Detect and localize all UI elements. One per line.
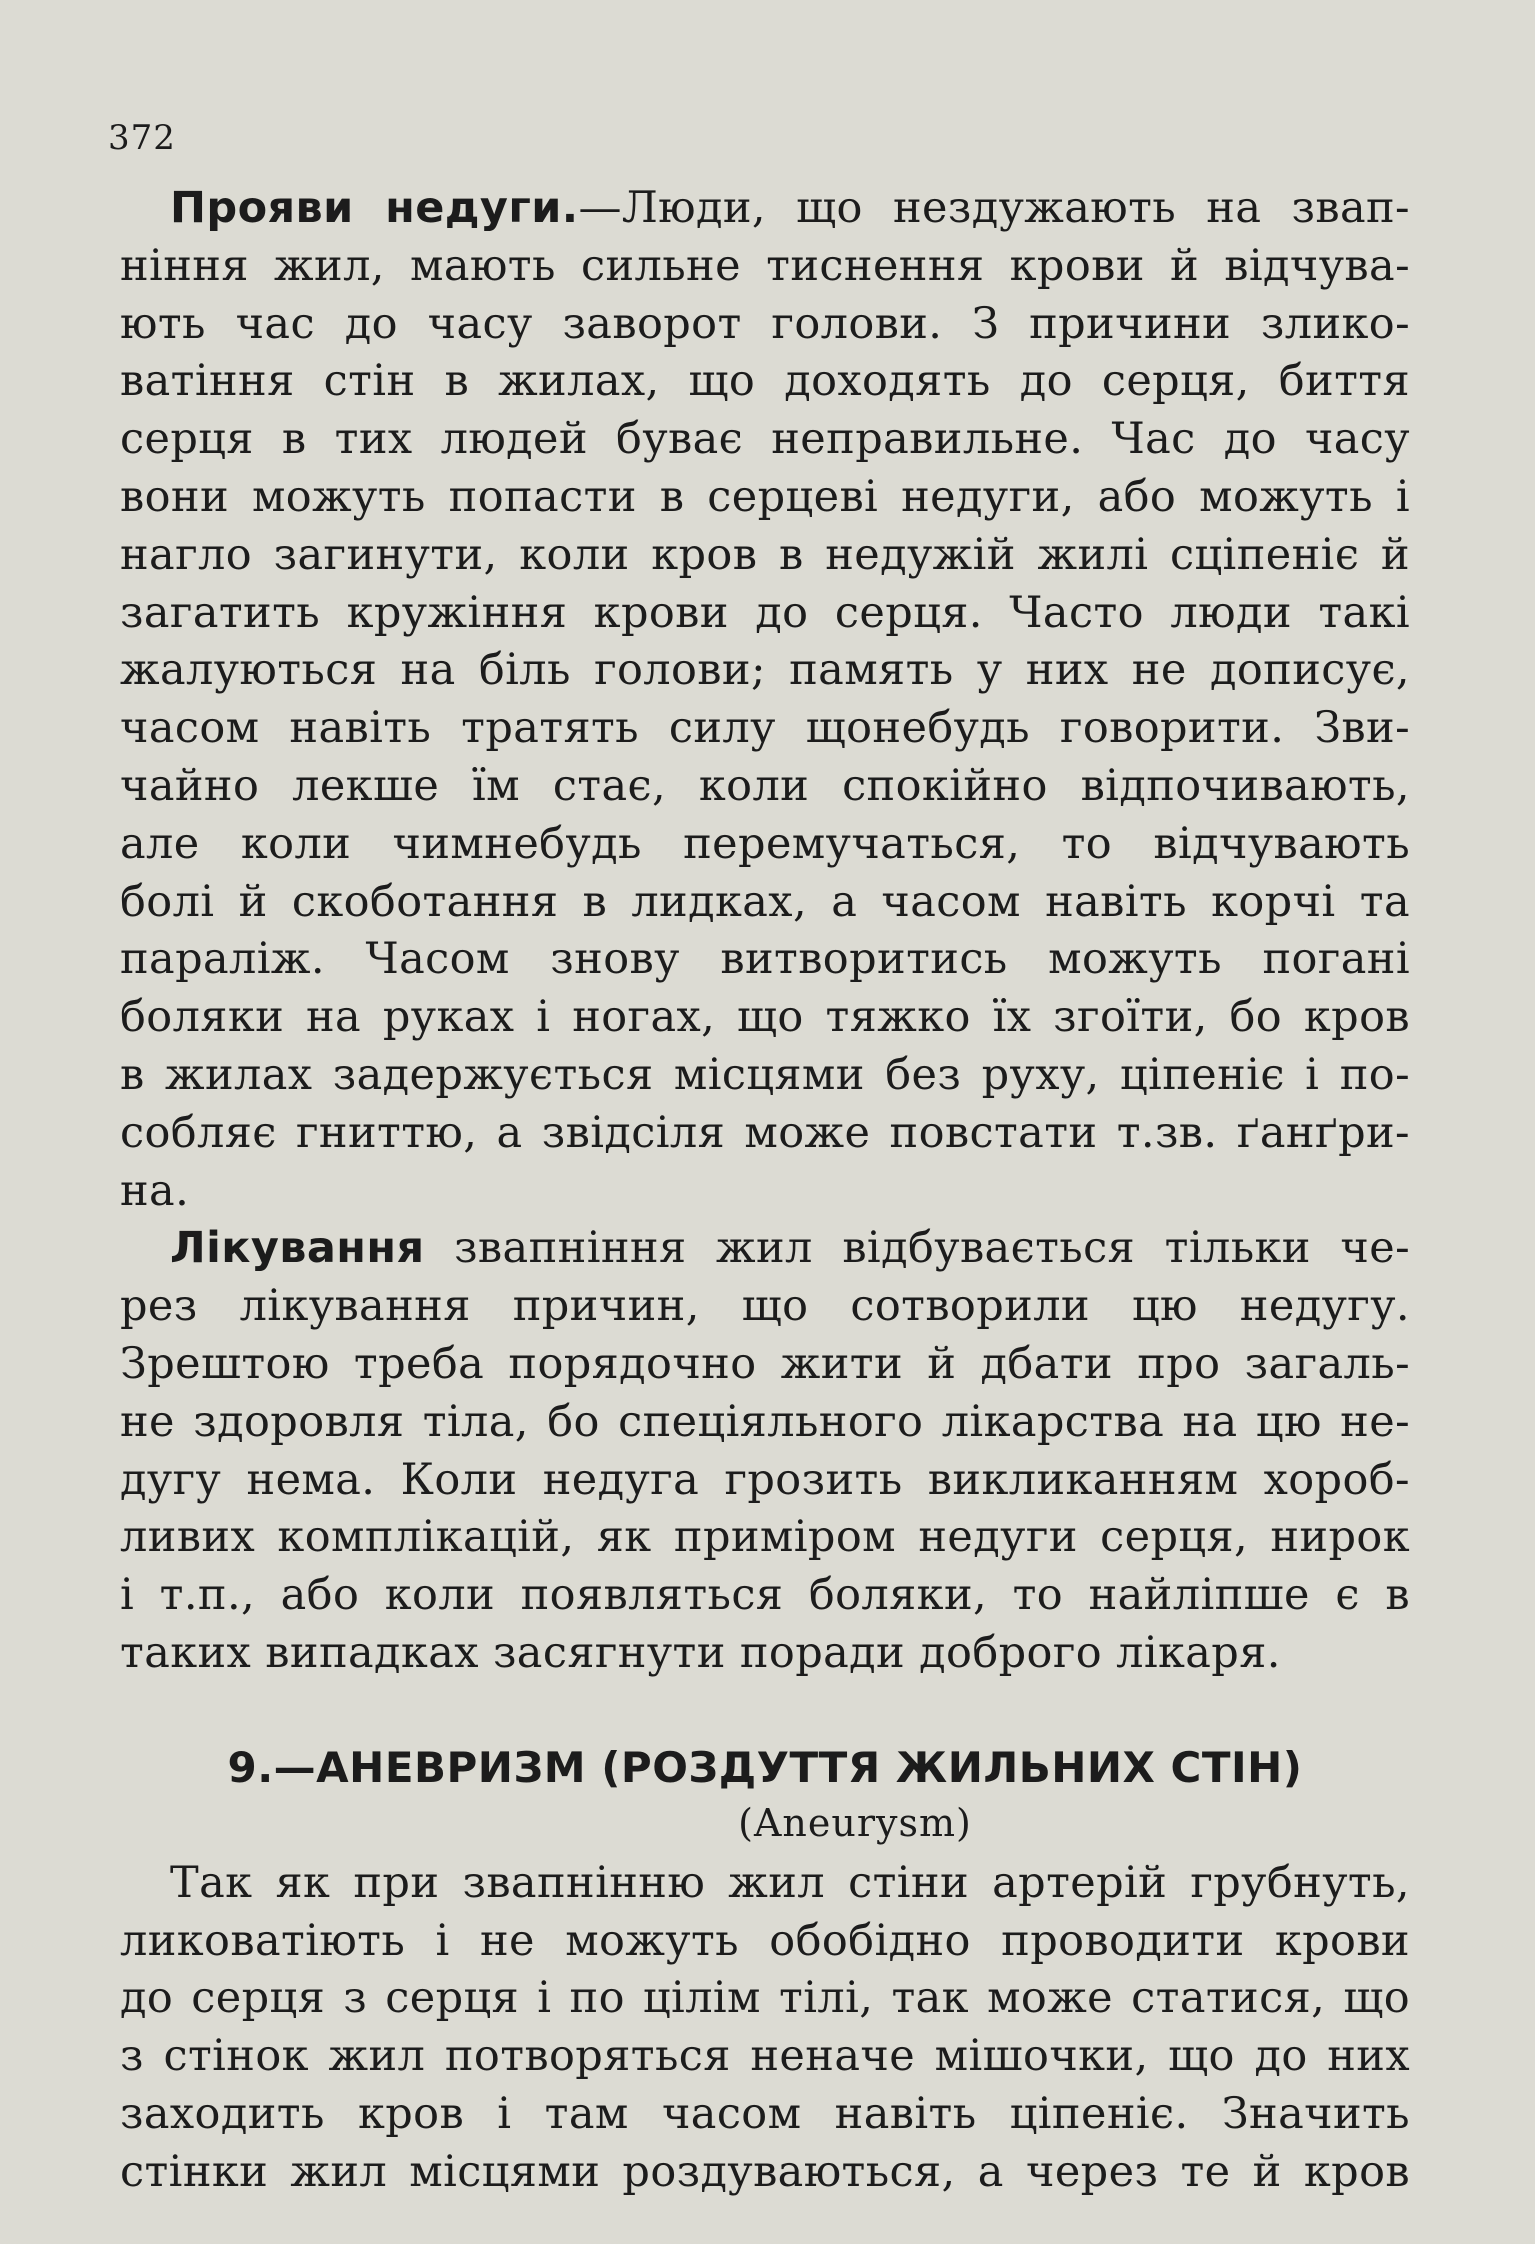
treatment-lead: Лікування <box>170 1223 425 1274</box>
treatment-lead-rest: звапніння жил відбувається тільки че- <box>424 1223 1410 1274</box>
paragraph-symptoms-first-line <box>120 180 1410 238</box>
text-line: не здоровля тіла, бо спеціяльного лікарства на цю не- <box>120 1396 1410 1447</box>
text-line: вони можуть попасти в серцеві недуги, або можуть і <box>120 471 1410 522</box>
text-line: собляє гниттю, а звідсіля може повстати т.зв. ґанґри- <box>120 1107 1410 1158</box>
text-line: в жилах задержується місцями без руху, ціпеніє і по- <box>120 1049 1410 1100</box>
page-number: 372 <box>108 118 176 158</box>
text-line: боляки на руках і ногах, що тяжко їх згоїти, бо кров <box>120 992 1410 1043</box>
text-line: параліж. Часом знову витворитись можуть погані <box>120 934 1410 985</box>
text-line: ливих комплікацій, як приміром недуги серця, нирок <box>120 1512 1410 1563</box>
text-line: на. <box>120 1165 190 1216</box>
symptoms-lead: Прояви недуги. <box>170 183 579 233</box>
text-line: ликоватіють і не можуть обобідно проводити крови <box>120 1915 1410 1966</box>
section-heading: 9.—АНЕВРИЗМ (РОЗДУТТЯ ЖИЛЬНИХ СТІН) <box>227 1742 1303 1792</box>
paragraph-treatment-first-line <box>120 1220 1410 1278</box>
body-text <box>120 180 1410 2202</box>
text-line: але коли чимнебудь перемучаться, то відчувають <box>120 818 1410 869</box>
text-line: жалуються на біль голови; память у них не дописує, <box>120 645 1410 696</box>
text-line: серця в тих людей буває неправильне. Час до часу <box>120 414 1410 465</box>
text-line: з стінок жил потворяться неначе мішочки, що до них <box>120 2031 1410 2082</box>
text-line: таких випадках засягнути поради доброго лікаря. <box>120 1627 1281 1678</box>
symptoms-lead-rest: —Люди, що нездужають на звап- <box>578 183 1410 233</box>
text-line: нагло загинути, коли кров в недужій жилі сціпеніє й <box>120 529 1410 580</box>
text-line: стінки жил місцями роздуваються, а через те й кров <box>120 2146 1410 2197</box>
text-line: ватіння стін в жилах, що доходять до серця, биття <box>120 356 1410 407</box>
text-line: ніння жил, мають сильне тиснення крови й відчува- <box>120 240 1410 291</box>
text-line: дугу нема. Коли недуга грозить викликанням хороб- <box>120 1454 1410 1505</box>
text-line: болі й скоботання в лидках, а часом навіть корчі та <box>120 876 1410 927</box>
section-subheading: (Aneurysm) <box>738 1800 972 1845</box>
text-line: часом навіть тратять силу щонебудь говорити. Зви- <box>120 703 1410 754</box>
text-line: Зрештою треба порядочно жити й дбати про загаль- <box>120 1338 1410 1389</box>
text-line: рез лікування причин, що сотворили цю недугу. <box>120 1281 1410 1332</box>
text-line: чайно лекше їм стає, коли спокійно відпочивають, <box>120 760 1410 811</box>
text-line: загатить кружіння крови до серця. Часто люди такі <box>120 587 1410 638</box>
text-line: Так як при звапнінню жил стіни артерій грубнуть, <box>170 1857 1410 1908</box>
text-line: до серця з серця і по цілім тілі, так може статися, що <box>120 1973 1410 2024</box>
text-line: заходить кров і там часом навіть ціпеніє. Значить <box>120 2088 1410 2139</box>
text-line: і т.п., або коли появляться боляки, то найліпше є в <box>120 1570 1410 1621</box>
text-line: ють час до часу заворот голови. З причини злико- <box>120 298 1410 349</box>
